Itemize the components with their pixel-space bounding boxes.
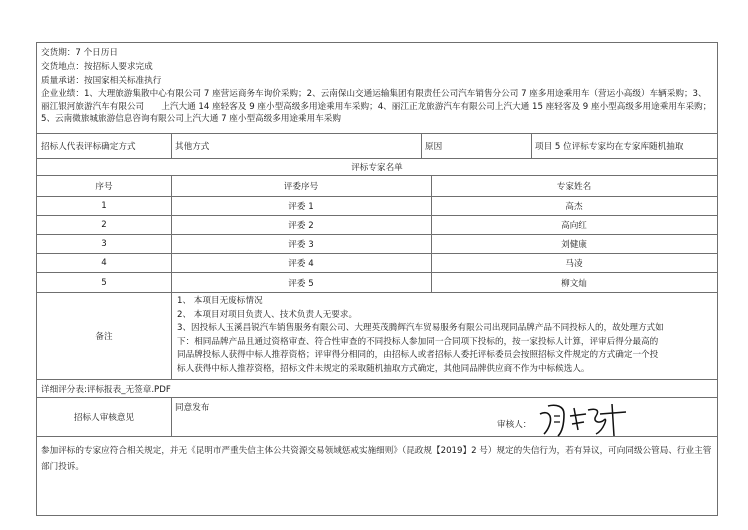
row-expert-name: 高杰 (565, 202, 583, 212)
header-seq: 序号 (95, 182, 113, 192)
auditor-label: 审核人： (497, 420, 532, 430)
expert-list-title: 评标专家名单 (351, 163, 403, 173)
row-seq: 4 (101, 258, 107, 268)
review-value: 同意发布 (175, 403, 210, 413)
project-info-block (37, 43, 717, 134)
review-label: 招标人审核意见 (73, 413, 135, 423)
method-value: 其他方式 (175, 142, 210, 152)
note-line: 1、 本项目无废标情况 (177, 296, 263, 306)
row-judge-seq: 评委 1 (288, 202, 314, 212)
review-row (37, 398, 717, 437)
header-judge-seq: 评委序号 (283, 182, 319, 192)
table-row (37, 197, 717, 216)
row-judge-seq: 评委 2 (288, 221, 314, 231)
reason-label: 原因 (425, 142, 443, 152)
notes-row (37, 293, 717, 380)
footer-row (37, 437, 717, 515)
row-judge-seq: 评委 4 (288, 259, 314, 269)
note-line: 标人获得中标人推荐资格，招标文件未规定的采取随机抽取方式确定，其他同品牌供应商不作为中标候选人。 (177, 363, 590, 374)
quality-promise: 质量承诺：按国家相关标准执行 (41, 76, 162, 86)
note-line: 同品牌投标人获得中标人推荐资格；评审得分相同的，由招标人或者招标人委托评标委员会按照招标文件规定的方式确定一个投 (177, 350, 659, 361)
notes-content (177, 295, 713, 377)
row-expert-name: 刘健康 (561, 240, 587, 250)
method-label: 招标人代表评标确定方式 (41, 142, 136, 152)
delivery-period: 交货期：7 个日历日 (41, 48, 118, 58)
row-expert-name: 高向红 (561, 221, 587, 231)
row-seq: 2 (101, 220, 107, 230)
auditor-signature-icon (534, 400, 644, 438)
reason-value: 项目 5 位评标专家均在专家库随机抽取 (535, 142, 684, 152)
delivery-location: 交货地点：按招标人要求完成 (41, 62, 153, 72)
notes-label: 备注 (95, 332, 113, 342)
row-expert-name: 马凌 (565, 259, 583, 269)
expert-list-title-row (37, 159, 717, 176)
footer-text: 参加评标的专家应符合相关规定，并无《昆明市严重失信主体公共资源交易领域惩戒实施细则》（昆政规【2019】2 号）规定的失信行为，若有异议，可向同级公管局、行业主管部门投诉。 (41, 446, 712, 472)
table-row (37, 235, 717, 254)
evaluation-report-table (36, 42, 718, 516)
row-seq: 1 (101, 201, 107, 211)
row-expert-name: 柳文灿 (561, 278, 587, 289)
header-expert-name: 专家姓名 (556, 182, 592, 192)
row-judge-seq: 评委 3 (288, 240, 314, 250)
row-judge-seq: 评委 5 (288, 278, 314, 289)
table-row (37, 273, 717, 293)
enterprise-performance: 企业业绩：1、大理旅游集散中心有限公司 7 座营运商务车询价采购；2、云南保山交通运输集团有限责任公司汽车销售分公司 7 座多用途乘用车（营运小高级）车辆采购；3、丽江银河旅游汽车有限公司 上汽大通 14 座轻客及 9 座小型高级多用途乘用车采购；4、丽江正龙旅游汽车有限公司上汽大通 15 座轻客及 9 座小型高级多用途乘用车采购；5、云南微旅城旅游信息咨询有限公司上汽大通 7 座小型高级多用途乘用车采购 (41, 89, 712, 125)
table-row (37, 216, 717, 235)
table-row (37, 254, 717, 273)
row-seq: 5 (101, 277, 107, 288)
row-seq: 3 (101, 239, 107, 249)
expert-header-row (37, 176, 717, 197)
detail-score-sheet-link[interactable]: 详细评分表:评标报表_无签章.PDF (41, 384, 171, 395)
note-line: 2、 本项目对项目负责人、技术负责人无要求。 (177, 309, 358, 320)
note-line: 3、因投标人玉溪昌锐汽车销售服务有限公司、大理英茂腾辉汽车贸易服务有限公司出现同品牌产品不同投标人的，故处理方式如 (177, 323, 664, 334)
detail-row (37, 380, 717, 398)
note-line: 下：相同品牌产品且通过资格审查、符合性审查的不同投标人参加同一合同项下投标的，按一家投标人计算，评审后得分最高的 (177, 336, 659, 347)
method-row (37, 134, 717, 159)
